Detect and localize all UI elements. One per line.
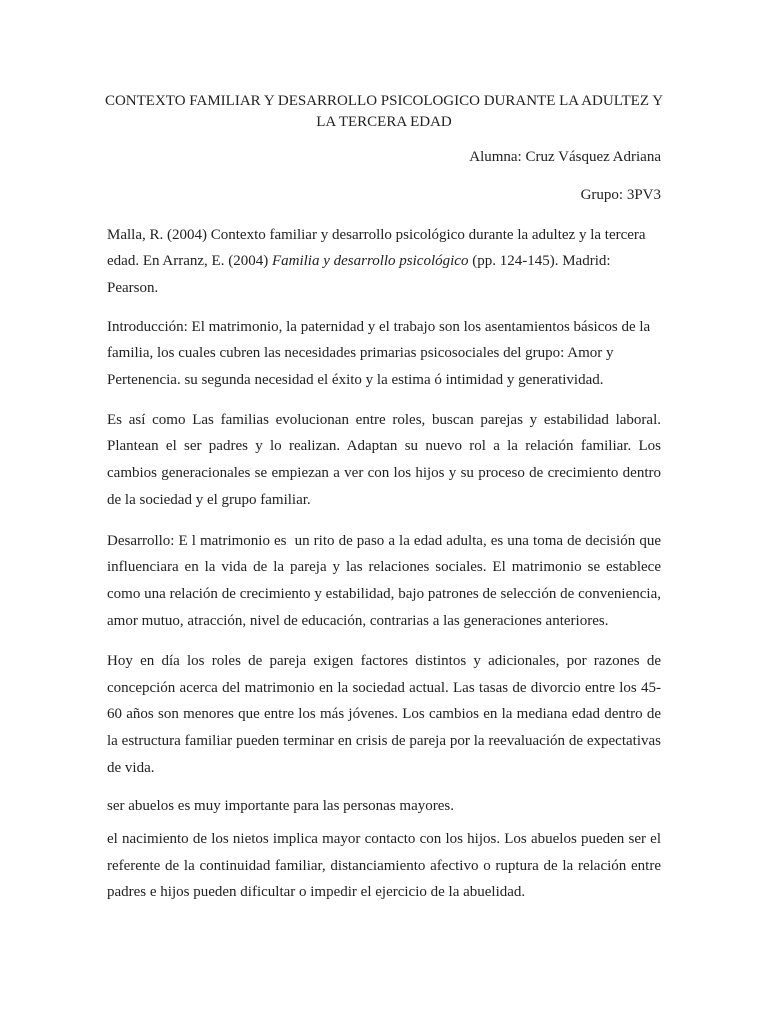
paragraph-nietos: el nacimiento de los nietos implica mayor contacto con los hijos. Los abuelos pueden ser el referente de la continuidad familiar, distanciamiento afectivo o ruptura de la relación entre padres e hijos pueden dificultar o impedir el ejercicio de la abuelidad.	[107, 830, 661, 901]
reference-text-after: (pp. 124-145). Madrid: Pearson.	[107, 253, 611, 296]
document-title: CONTEXTO FAMILIAR Y DESARROLLO PSICOLOGICO DURANTE LA ADULTEZ Y LA TERCERA EDAD	[104, 92, 664, 130]
document-body	[104, 0, 665, 906]
paragraph-roles-pareja: Hoy en día los roles de pareja exigen factores distintos y adicionales, por razones de concepción acerca del matrimonio en la sociedad actual. Las tasas de divorcio entre los 45-60 años son menores que entre los más jóvenes. Los cambios en la mediana edad dentro de la estructura familiar pueden terminar en crisis de pareja por la reevaluación de expectativas de vida.	[107, 652, 661, 776]
reference-book-title: Familia y desarrollo psicológico	[271, 253, 469, 270]
paragraph-desarrollo: Desarrollo: E l matrimonio es un rito de paso a la edad adulta, es una toma de decisión que influenciara en la vida de la pareja y las relaciones sociales. El matrimonio se establece como una relación de crecimiento y estabilidad, bajo patrones de selección de conveniencia, amor mutuo, atracción, nivel de educación, contrarias a las generaciones anteriores.	[107, 532, 665, 629]
student-name: Alumna: Cruz Vásquez Adriana	[469, 148, 661, 165]
paragraph-abuelos: ser abuelos es muy importante para las personas mayores.	[107, 797, 454, 814]
reference-citation	[107, 222, 661, 302]
reference-text-before: Malla, R. (2004) Contexto familiar y desarrollo psicológico durante la adultez y la tercera edad. En Arranz, E. (2004)	[107, 226, 646, 270]
group-label: Grupo: 3PV3	[580, 186, 661, 203]
paragraph-introduccion: Introducción: El matrimonio, la paternidad y el trabajo son los asentamientos básicos de la familia, los cuales cubren las necesidades primarias psicosociales del grupo: Amor y Pertenencia. su segunda necesidad el éxito y la estima ó intimidad y generatividad.	[107, 318, 651, 388]
paragraph-familias: Es así como Las familias evolucionan entre roles, buscan parejas y estabilidad laboral. Plantean el ser padres y lo realizan. Adaptan su nuevo rol a la relación familiar. Los cambios generacionales se empiezan a ver con los hijos y su proceso de crecimiento dentro de la sociedad y el grupo familiar.	[107, 411, 661, 508]
